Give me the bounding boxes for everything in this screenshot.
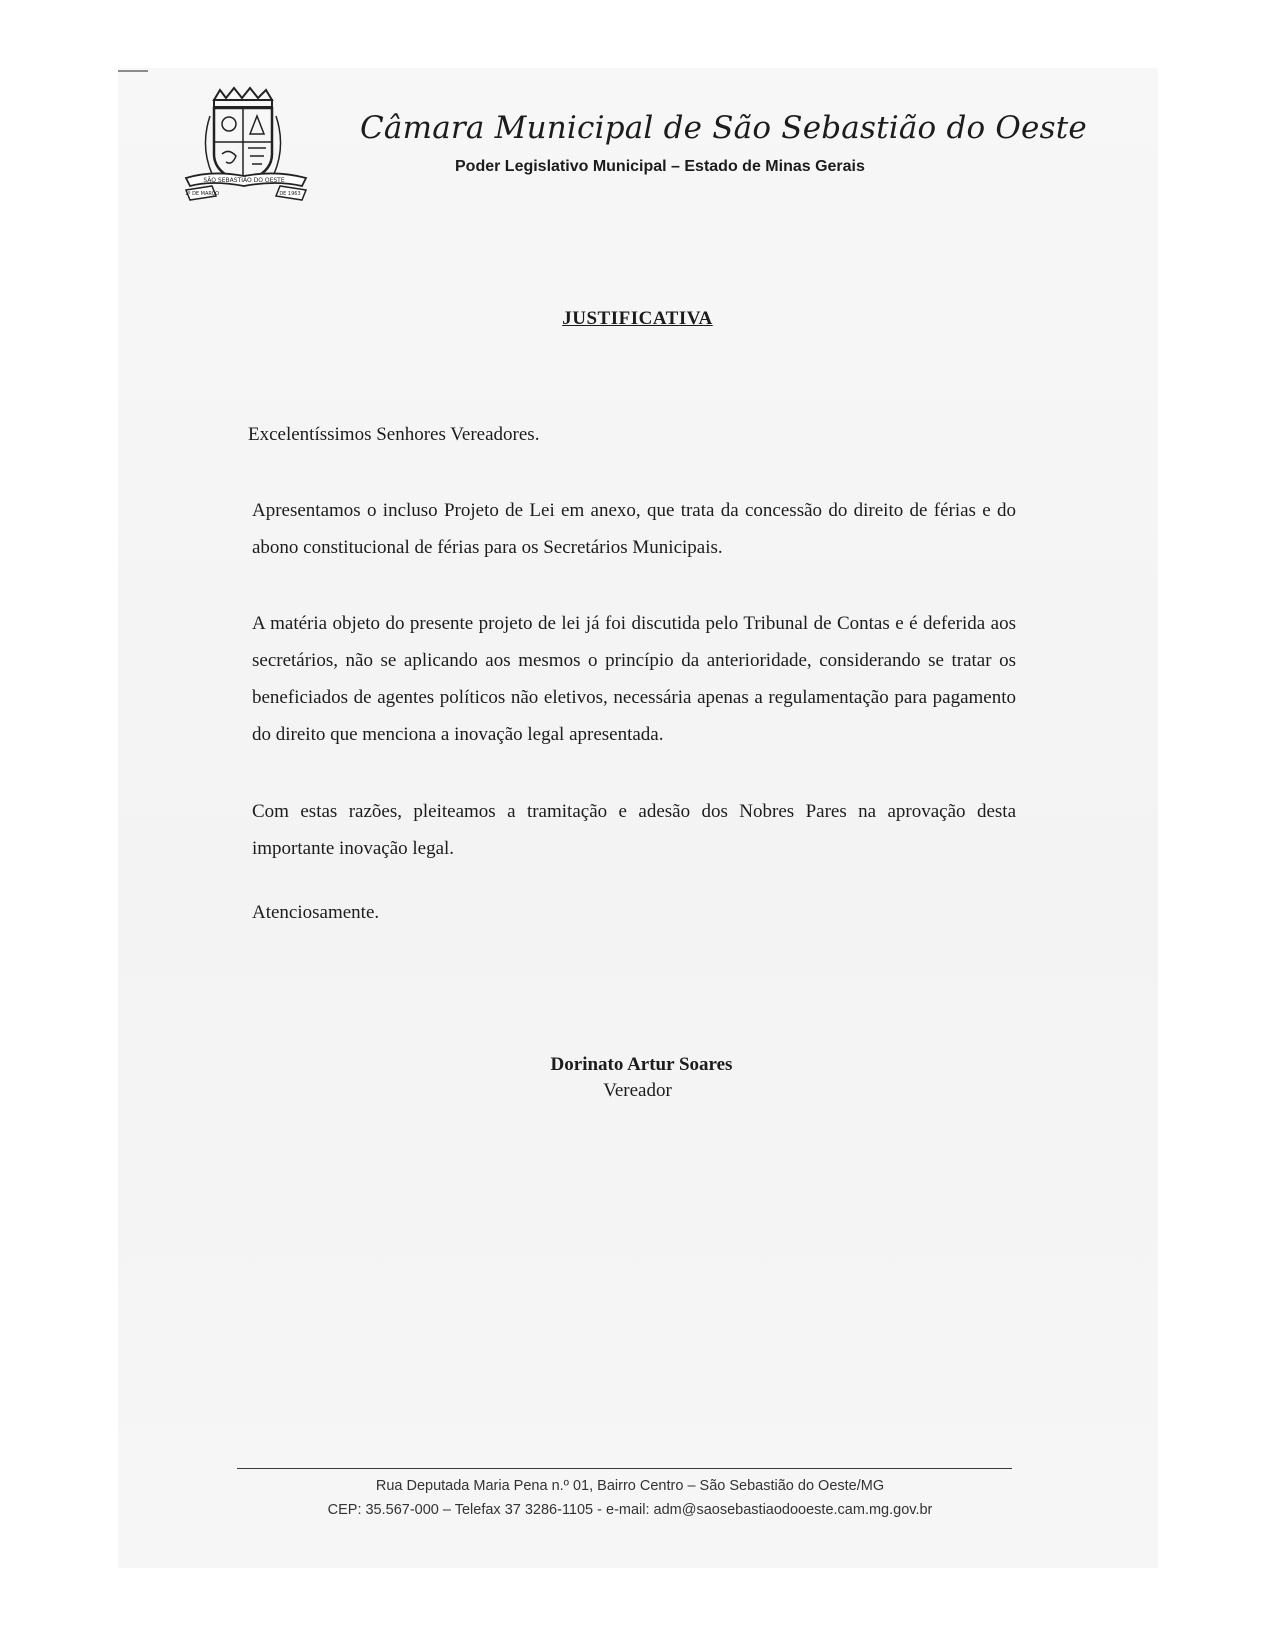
crest-date-left: 1º DE MARÇO <box>184 191 220 197</box>
body-paragraph: Com estas razões, pleiteamos a tramitação e adesão dos Nobres Pares na aprovação desta importante inovação legal. <box>252 801 1016 859</box>
coat-of-arms-icon <box>182 86 312 204</box>
footer-address: Rua Deputada Maria Pena n.º 01, Bairro Centro – São Sebastião do Oeste/MG <box>375 1478 885 1494</box>
organization-name: Câmara Municipal de São Sebastião do Oeste <box>360 110 1087 146</box>
scan-edge-mark <box>118 70 148 72</box>
salutation: Excelentíssimos Senhores Vereadores. <box>248 424 540 445</box>
footer-divider <box>237 1468 1012 1469</box>
body-paragraph: Apresentamos o incluso Projeto de Lei em anexo, que trata da concessão do direito de férias e do abono constitucional de férias para os Secretários Municipais. <box>252 500 1016 558</box>
signer-name: Dorinato Artur Soares <box>550 1054 733 1075</box>
body-paragraph: A matéria objeto do presente projeto de lei já foi discutida pelo Tribunal de Contas e é deferida aos secretários, não se aplicando aos mesmos o princípio da anterioridade, considerando se tratar os beneficiados de agentes políticos não eletivos, necessária apenas a regulamentação para pagamento do direito que menciona a inovação legal apresentada. <box>252 613 1016 745</box>
crest-date-right: DE 1963 <box>279 191 301 197</box>
organization-subtitle: Poder Legislativo Municipal – Estado de Minas Gerais <box>455 158 865 175</box>
document-heading: JUSTIFICATIVA <box>562 308 713 329</box>
signer-role: Vereador <box>603 1080 672 1101</box>
closing-line: Atenciosamente. <box>252 902 380 923</box>
crest-ribbon-text: SÃO SEBASTIÃO DO OESTE <box>203 177 285 184</box>
footer-contact: CEP: 35.567-000 – Telefax 37 3286-1105 - e-mail: adm@saosebastiaodooeste.cam.mg.gov.br <box>327 1502 933 1518</box>
